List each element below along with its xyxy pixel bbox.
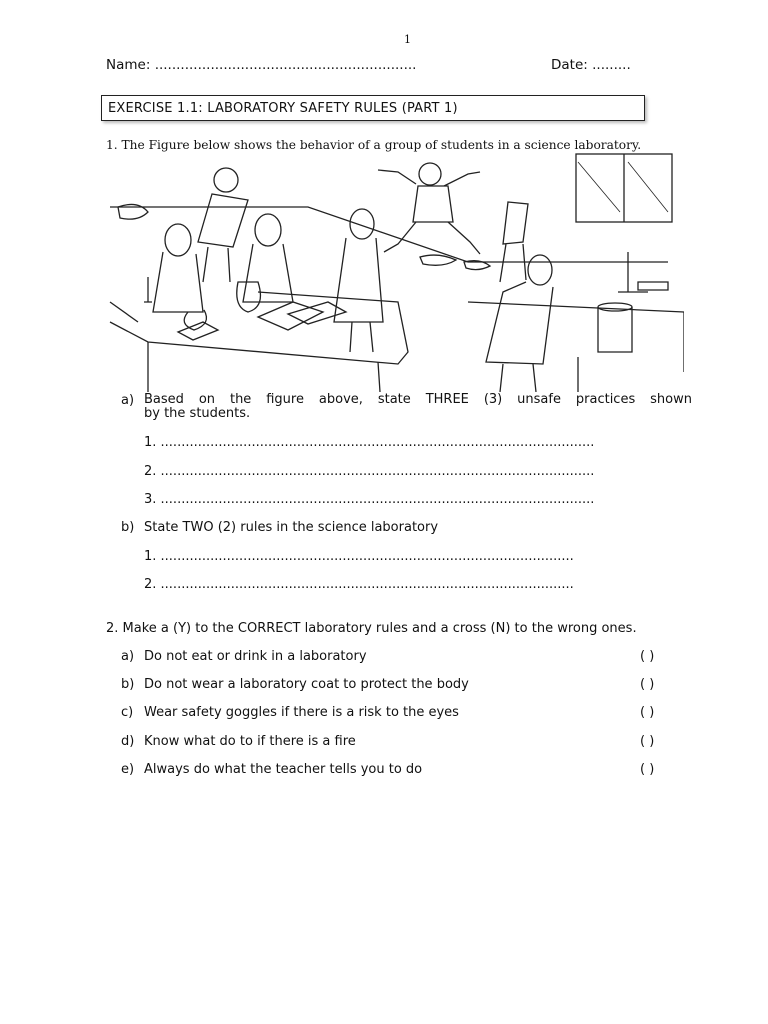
item-c-answer-box[interactable]: ( ) [640, 705, 655, 720]
item-a-label: a) [121, 649, 135, 664]
part-a-text [144, 393, 692, 421]
part-a-answer-1[interactable]: 1. ......................................................................................................... [144, 435, 595, 450]
item-e-text: Always do what the teacher tells you to do [144, 762, 423, 777]
date-blank: ......... [592, 57, 631, 73]
part-b-answer-1[interactable]: 1. .................................................................................................... [144, 549, 574, 564]
item-d-text: Know what do to if there is a fire [144, 734, 356, 749]
item-c-label: c) [121, 705, 134, 720]
part-a-text-line1: Based on the figure above, state THREE (3) unsafe practices shown [144, 392, 692, 407]
name-field [106, 57, 416, 73]
part-a-label: a) [121, 393, 135, 408]
date-field [551, 57, 631, 73]
question-1-prompt: 1. The Figure below shows the behavior of a group of students in a science laboratory. [106, 138, 642, 152]
item-b-label: b) [121, 677, 135, 692]
part-b-text: State TWO (2) rules in the science laboratory [144, 520, 439, 535]
question-2-prompt: 2. Make a (Y) to the CORRECT laboratory rules and a cross (N) to the wrong ones. [106, 621, 637, 636]
part-b-label: b) [121, 520, 135, 535]
item-a-answer-box[interactable]: ( ) [640, 649, 655, 664]
part-a-answer-3[interactable]: 3. ......................................................................................................... [144, 492, 595, 507]
item-d-answer-box[interactable]: ( ) [640, 734, 655, 749]
name-blank: ............................................................. [154, 57, 417, 73]
laboratory-illustration [108, 152, 684, 392]
item-e-label: e) [121, 762, 135, 777]
item-e-answer-box[interactable]: ( ) [640, 762, 655, 777]
date-label: Date: [551, 57, 588, 73]
name-label: Name: [106, 57, 151, 73]
item-b-answer-box[interactable]: ( ) [640, 677, 655, 692]
item-a-text: Do not eat or drink in a laboratory [144, 649, 367, 664]
item-d-label: d) [121, 734, 135, 749]
part-a-text-line2: by the students. [144, 406, 251, 421]
item-c-text: Wear safety goggles if there is a risk to the eyes [144, 705, 459, 720]
item-b-text: Do not wear a laboratory coat to protect the body [144, 677, 469, 692]
part-b-answer-2[interactable]: 2. .................................................................................................... [144, 577, 574, 592]
exercise-title: EXERCISE 1.1: LABORATORY SAFETY RULES (PART 1) [101, 95, 645, 121]
page-number: 1 [404, 33, 411, 46]
part-a-answer-2[interactable]: 2. ......................................................................................................... [144, 464, 595, 479]
